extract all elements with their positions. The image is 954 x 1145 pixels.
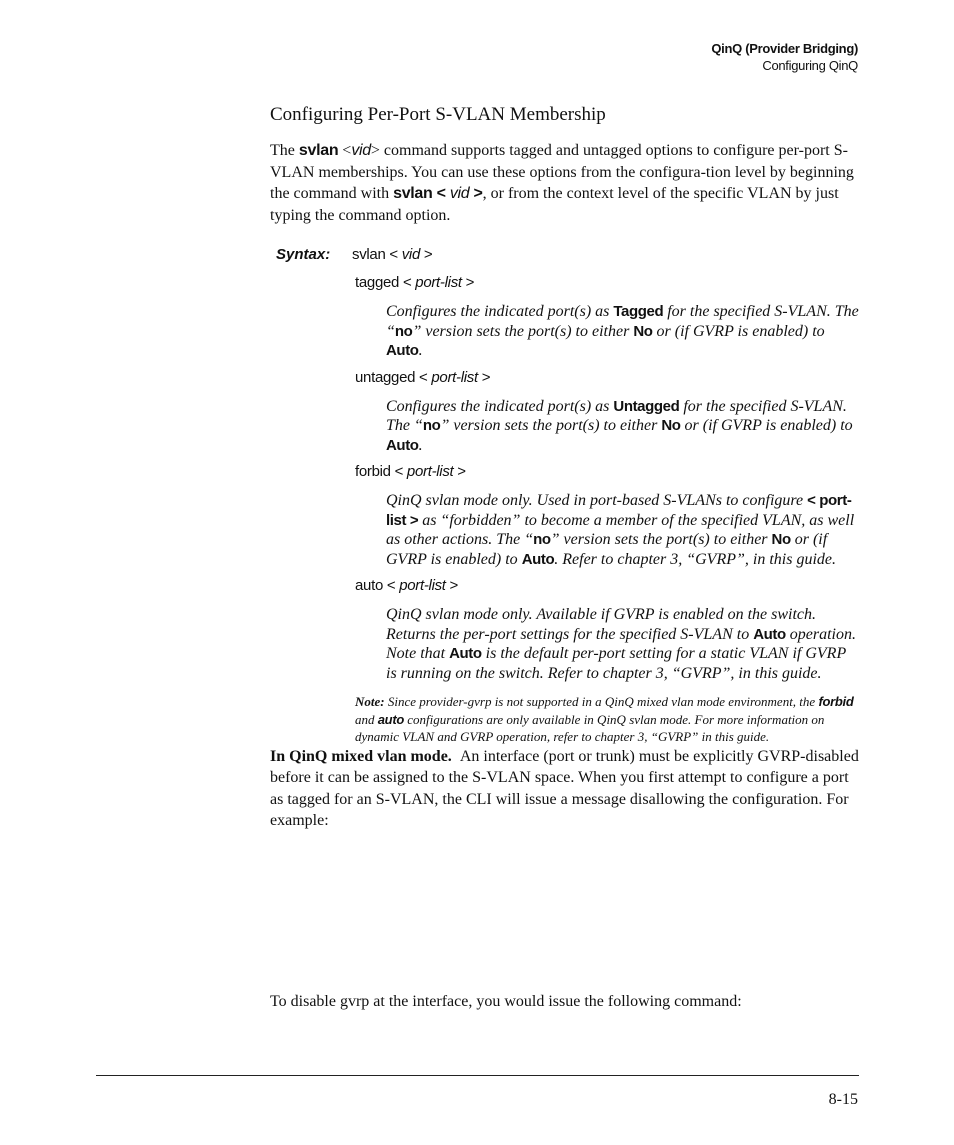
keyword: Untagged [613,397,680,415]
mixed-mode-text: An interface (port or trunk) must be explicitly GVRP-disabled before it can be assigned to the S-VLAN space. When you first attempt to configure a port as tagged for an S-VLAN, the CLI will issue a message disallowing the configuration. For example: [270,747,859,829]
desc-text: or (if GVRP is enabled) to [386,531,828,568]
desc-text: . [418,436,423,454]
keyword: Auto [449,645,482,662]
option-name: untagged < [355,368,432,386]
mixed-mode-paragraph [270,746,860,832]
section-title: Configuring Per-Port S-VLAN Membership [270,104,606,125]
option-name: forbid < [355,463,407,480]
keyword: Auto [386,436,419,454]
option-arg: port-list [406,463,454,480]
desc-text: Configures the indicated port(s) as [386,397,614,415]
intro-command: > [469,185,483,202]
option-name: tagged < [355,274,416,291]
option-tagged-heading [355,274,860,294]
syntax-command-arg: vid [401,246,420,263]
desc-text: is the default per-port setting for a static VLAN if GVRP is running on the switch. Refer to chapter 3, “GVRP”, in this guide. [386,645,846,682]
syntax-line [270,246,860,266]
intro-text: < [338,142,352,159]
intro-paragraph [270,140,860,226]
note-label: Note: [355,694,385,709]
desc-text: ” version sets the port(s) to either [412,322,634,340]
keyword: No [771,531,791,548]
desc-text: ” version sets the port(s) to either [440,417,662,434]
desc-text: Configures the indicated port(s) as [386,303,614,320]
intro-command: svlan < [393,185,450,202]
keyword: no [533,531,551,548]
keyword: Auto [386,342,419,359]
option-name: auto < [355,577,400,594]
syntax-command-text: svlan < [352,246,402,263]
option-arg: port-list [431,368,478,386]
option-name: > [477,368,491,386]
desc-text: for the specified S-VLAN. The “ [386,397,847,434]
note-text: and [355,711,378,727]
option-arg: port-list [399,577,446,594]
note-text: configurations are only available in QinQ svlan mode. For more information on dynamic VLAN and GVRP operation, refer to chapter 3, “GVRP” in this guide. [355,711,825,744]
option-forbid-description [386,491,860,569]
desc-text: operation. Note that [386,625,856,662]
syntax-command [352,246,432,263]
desc-text: QinQ svlan mode only. Used in port-based S-VLANs to configure [386,492,808,509]
option-untagged-heading [355,369,860,389]
option-forbid-heading [355,463,860,483]
desc-text: ” version sets the port(s) to either [550,531,772,548]
header-chapter: QinQ (Provider Bridging) [711,41,858,56]
option-name: > [445,577,459,594]
keyword: No [661,417,681,434]
keyword: no [422,417,441,434]
note-text: Since provider-gvrp is not supported in a QinQ mixed vlan mode environment, the [384,694,819,709]
option-arg: port-list [415,274,462,291]
keyword: Tagged [613,303,664,320]
intro-text: > command supports tagged and untagged options to configure per-port S-VLAN memberships. You can use these options from the configura-tion level by beginning the command with [270,142,854,202]
desc-text: or (if GVRP is enabled) to [680,417,853,434]
header-section: Configuring QinQ [762,58,858,73]
page-number: 8-15 [828,1091,858,1108]
main-content [270,100,860,832]
desc-text: as “forbidden” to become a member of the specified VLAN, as well as other actions. The “ [386,511,855,548]
disable-gvrp-paragraph: To disable gvrp at the interface, you would issue the following command: [270,993,742,1010]
keyword: Auto [521,550,555,568]
intro-text: The [270,142,299,159]
desc-text: . Refer to chapter 3, “GVRP”, in this guide. [554,550,836,568]
option-auto-heading [355,577,860,597]
keyword: forbid [818,694,854,709]
keyword: auto [377,711,404,727]
keyword: Auto [753,625,786,643]
syntax-label: Syntax: [276,246,331,263]
desc-text: or (if GVRP is enabled) to [652,322,825,340]
desc-text: for the specified S-VLAN. The “ [386,303,859,340]
keyword: < port-list > [386,492,852,529]
option-auto-description [386,605,860,683]
option-name: > [461,274,475,291]
intro-vid-arg: vid [351,142,371,159]
footer-rule [96,1075,859,1076]
intro-command: svlan [298,142,339,159]
keyword: no [394,322,413,340]
running-header [711,40,858,74]
option-untagged-description [386,397,860,456]
mixed-mode-heading: In QinQ mixed vlan mode. [270,747,452,765]
desc-text: . [418,342,423,359]
desc-text: QinQ svlan mode only. Available if GVRP is enabled on the switch. Returns the per-port settings for the specified S-VLAN to [386,606,817,643]
keyword: No [633,322,653,340]
option-name: > [453,463,466,480]
intro-vid-arg: vid [449,185,470,202]
intro-text: , or from the context level of the specific VLAN by just typing the command option. [270,185,839,224]
syntax-command-text: > [420,246,433,263]
note-block [355,693,860,746]
option-tagged-description [386,302,860,361]
